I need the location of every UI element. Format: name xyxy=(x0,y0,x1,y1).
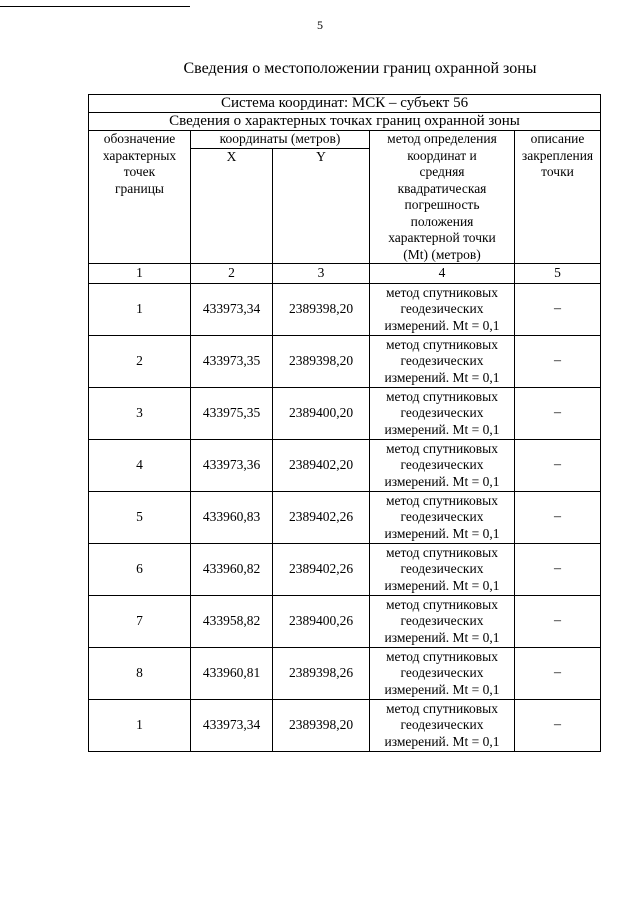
point-number-cell: 4 xyxy=(89,440,191,492)
method-line: геодезических xyxy=(400,405,484,421)
method-line: метод спутниковых xyxy=(386,440,498,456)
method-line: измерений. Mt = 0,1 xyxy=(384,421,500,437)
coordinate-system-row xyxy=(89,95,601,113)
column-number: 5 xyxy=(515,264,601,284)
method-cell xyxy=(370,284,515,336)
coordinate-system-label: Система координат: МСК – субъект 56 xyxy=(89,95,601,113)
point-number-cell: 2 xyxy=(89,336,191,388)
method-line: метод спутниковых xyxy=(386,336,498,352)
table-row xyxy=(89,544,601,596)
point-number-cell: 8 xyxy=(89,648,191,700)
point-number-cell: 1 xyxy=(89,700,191,752)
table-row xyxy=(89,284,601,336)
x-coordinate-cell: 433958,82 xyxy=(191,596,273,648)
column-number: 3 xyxy=(273,264,370,284)
method-line: геодезических xyxy=(400,665,484,681)
boundary-points-table xyxy=(88,94,601,752)
point-number-cell: 6 xyxy=(89,544,191,596)
y-coordinate-cell: 2389402,26 xyxy=(273,544,370,596)
description-cell: – xyxy=(515,492,601,544)
method-cell xyxy=(370,544,515,596)
header-description: описание закрепления точки xyxy=(515,131,601,264)
method-cell xyxy=(370,648,515,700)
description-cell: – xyxy=(515,596,601,648)
method-line: метод спутниковых xyxy=(386,388,498,404)
column-number: 1 xyxy=(89,264,191,284)
method-line: геодезических xyxy=(400,457,484,473)
method-line: геодезических xyxy=(400,613,484,629)
page-title: Сведения о местоположении границ охранной зоны xyxy=(183,60,537,77)
table-caption-row xyxy=(89,113,601,131)
method-line: измерений. Mt = 0,1 xyxy=(384,577,500,593)
method-line: измерений. Mt = 0,1 xyxy=(384,317,500,333)
x-coordinate-cell: 433973,35 xyxy=(191,336,273,388)
method-line: метод спутниковых xyxy=(386,648,498,664)
method-line: метод спутниковых xyxy=(386,544,498,560)
x-coordinate-cell: 433973,34 xyxy=(191,284,273,336)
method-line: измерений. Mt = 0,1 xyxy=(384,369,500,385)
x-coordinate-cell: 433960,82 xyxy=(191,544,273,596)
y-coordinate-cell: 2389398,20 xyxy=(273,336,370,388)
method-line: измерений. Mt = 0,1 xyxy=(384,525,500,541)
method-line: геодезических xyxy=(400,509,484,525)
point-number-cell: 7 xyxy=(89,596,191,648)
point-number-cell: 1 xyxy=(89,284,191,336)
point-number-cell: 5 xyxy=(89,492,191,544)
method-cell xyxy=(370,388,515,440)
y-coordinate-cell: 2389398,20 xyxy=(273,284,370,336)
description-cell: – xyxy=(515,700,601,752)
table-row xyxy=(89,440,601,492)
header-method: метод определения координат и средняя квадратическая погрешность положения характерной точки (Mt) (метров) xyxy=(370,131,515,264)
x-coordinate-cell: 433960,81 xyxy=(191,648,273,700)
x-coordinate-cell: 433973,34 xyxy=(191,700,273,752)
x-coordinate-cell: 433973,36 xyxy=(191,440,273,492)
y-coordinate-cell: 2389402,26 xyxy=(273,492,370,544)
header-y: Y xyxy=(273,149,370,264)
y-coordinate-cell: 2389400,20 xyxy=(273,388,370,440)
header-rule xyxy=(0,6,190,7)
method-line: измерений. Mt = 0,1 xyxy=(384,733,500,749)
table-row xyxy=(89,492,601,544)
header-designation: обозначение характерных точек границы xyxy=(89,131,191,264)
description-cell: – xyxy=(515,648,601,700)
table-row xyxy=(89,648,601,700)
method-line: измерений. Mt = 0,1 xyxy=(384,681,500,697)
table-caption: Сведения о характерных точках границ охранной зоны xyxy=(89,113,601,131)
method-cell xyxy=(370,492,515,544)
method-line: геодезических xyxy=(400,301,484,317)
method-line: геодезических xyxy=(400,353,484,369)
method-line: геодезических xyxy=(400,717,484,733)
page-number: 5 xyxy=(317,18,323,32)
x-coordinate-cell: 433960,83 xyxy=(191,492,273,544)
method-cell xyxy=(370,596,515,648)
method-line: метод спутниковых xyxy=(386,492,498,508)
method-line: метод спутниковых xyxy=(386,284,498,300)
table-row xyxy=(89,700,601,752)
description-cell: – xyxy=(515,388,601,440)
method-cell xyxy=(370,700,515,752)
table-row xyxy=(89,596,601,648)
column-number-row xyxy=(89,264,601,284)
description-cell: – xyxy=(515,336,601,388)
header-x: X xyxy=(191,149,273,264)
y-coordinate-cell: 2389398,20 xyxy=(273,700,370,752)
table-row xyxy=(89,388,601,440)
header-coordinates: координаты (метров) xyxy=(191,131,370,149)
x-coordinate-cell: 433975,35 xyxy=(191,388,273,440)
description-cell: – xyxy=(515,440,601,492)
method-line: метод спутниковых xyxy=(386,700,498,716)
method-cell xyxy=(370,440,515,492)
table-row xyxy=(89,336,601,388)
description-cell: – xyxy=(515,544,601,596)
column-number: 4 xyxy=(370,264,515,284)
column-number: 2 xyxy=(191,264,273,284)
method-line: геодезических xyxy=(400,561,484,577)
method-line: измерений. Mt = 0,1 xyxy=(384,473,500,489)
method-cell xyxy=(370,336,515,388)
point-number-cell: 3 xyxy=(89,388,191,440)
description-cell: – xyxy=(515,284,601,336)
y-coordinate-cell: 2389398,26 xyxy=(273,648,370,700)
method-line: метод спутниковых xyxy=(386,596,498,612)
header-row-1 xyxy=(89,131,601,149)
y-coordinate-cell: 2389402,20 xyxy=(273,440,370,492)
y-coordinate-cell: 2389400,26 xyxy=(273,596,370,648)
method-line: измерений. Mt = 0,1 xyxy=(384,629,500,645)
